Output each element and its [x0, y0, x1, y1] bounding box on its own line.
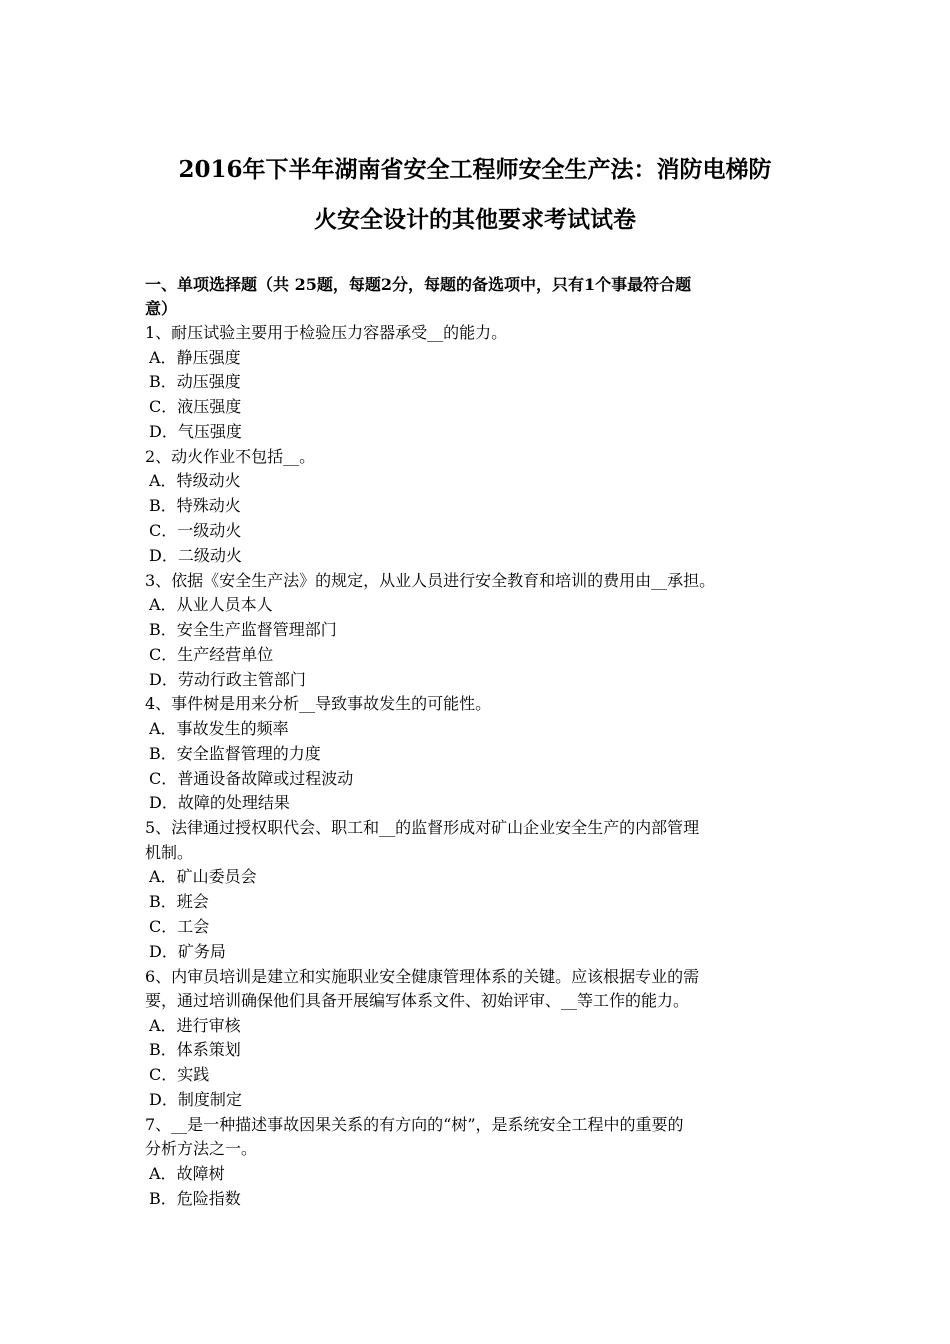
- answer-option: [145, 1038, 825, 1063]
- question-text: 6、内审员培训是建立和实施职业安全健康管理体系的关键。应该根据专业的需: [145, 966, 700, 986]
- option-text: 故障树: [176, 1164, 225, 1184]
- answer-option: [145, 420, 825, 445]
- option-letter: B．: [149, 743, 177, 763]
- option-text: 特殊动火: [176, 496, 241, 516]
- answer-option: [145, 395, 825, 420]
- answer-option: [145, 519, 825, 544]
- question-1: [145, 321, 825, 445]
- answer-option: [145, 1014, 825, 1039]
- answer-option: [145, 370, 825, 395]
- option-letter: D．: [149, 545, 178, 565]
- option-text: 安全生产监督管理部门: [176, 619, 337, 639]
- option-letter: D．: [149, 1090, 178, 1110]
- answer-option: [145, 593, 825, 618]
- option-text: 工会: [177, 916, 210, 936]
- option-letter: B．: [149, 1040, 177, 1060]
- option-letter: C．: [149, 768, 178, 788]
- option-letter: B．: [149, 496, 177, 516]
- answer-option: [145, 717, 825, 742]
- document-title-line-2: 火安全设计的其他要求考试试卷: [314, 206, 636, 233]
- question-text: 7、__是一种描述事故因果关系的有方向的“树”，是系统安全工程中的重要的: [145, 1114, 684, 1134]
- option-letter: B．: [149, 1188, 177, 1208]
- question-5: [145, 816, 825, 964]
- option-letter: A．: [149, 471, 177, 491]
- answer-option: [145, 940, 825, 965]
- option-text: 从业人员本人: [176, 595, 273, 615]
- section-heading-line-1: 一、单项选择题（共 25题，每题2分，每题的备选项中，只有1个事最符合题: [145, 275, 692, 294]
- answer-option: [145, 668, 825, 693]
- answer-option: [145, 469, 825, 494]
- option-text: 液压强度: [177, 397, 242, 417]
- answer-option: [145, 767, 825, 792]
- option-letter: B．: [149, 892, 177, 912]
- answer-option: [145, 494, 825, 519]
- option-letter: A．: [149, 718, 177, 738]
- option-text: 故障的处理结果: [177, 793, 290, 813]
- option-letter: A．: [149, 867, 177, 887]
- answer-option: [145, 915, 825, 940]
- option-text: 危险指数: [176, 1188, 241, 1208]
- option-letter: C．: [149, 1065, 178, 1085]
- option-letter: D．: [149, 669, 178, 689]
- option-letter: A．: [149, 595, 177, 615]
- question-6: [145, 965, 825, 1113]
- answer-option: [145, 742, 825, 767]
- option-letter: A．: [149, 1015, 177, 1035]
- option-text: 生产经营单位: [177, 644, 274, 664]
- question-text: 机制。: [145, 842, 194, 862]
- exam-content: [145, 273, 825, 1212]
- option-text: 静压强度: [176, 347, 241, 367]
- option-letter: C．: [149, 916, 178, 936]
- document-title-line-1: 2016年下半年湖南省安全工程师安全生产法：消防电梯防: [178, 156, 772, 183]
- option-letter: C．: [149, 644, 178, 664]
- option-text: 体系策划: [176, 1040, 241, 1060]
- question-7: [145, 1113, 825, 1212]
- question-list: [145, 321, 825, 1212]
- option-letter: D．: [149, 421, 178, 441]
- option-text: 事故发生的频率: [176, 718, 289, 738]
- answer-option: [145, 865, 825, 890]
- option-text: 动压强度: [176, 372, 241, 392]
- answer-option: [145, 618, 825, 643]
- question-text: 分析方法之一。: [145, 1139, 258, 1159]
- answer-option: [145, 643, 825, 668]
- option-text: 气压强度: [177, 421, 242, 441]
- option-text: 安全监督管理的力度: [176, 743, 321, 763]
- option-text: 矿山委员会: [176, 867, 257, 887]
- option-letter: D．: [149, 793, 178, 813]
- option-letter: C．: [149, 520, 178, 540]
- option-text: 矿务局: [177, 941, 226, 961]
- question-text: 2、动火作业不包括__。: [145, 446, 316, 466]
- option-text: 劳动行政主管部门: [177, 669, 306, 689]
- question-text: 1、耐压试验主要用于检验压力容器承受__的能力。: [145, 323, 508, 342]
- option-letter: A．: [149, 347, 177, 367]
- option-letter: B．: [149, 372, 177, 392]
- option-text: 普通设备故障或过程波动: [177, 768, 354, 788]
- question-text: 要，通过培训确保他们具备开展编写体系文件、初始评审、__等工作的能力。: [145, 991, 690, 1011]
- answer-option: [145, 1063, 825, 1088]
- option-letter: B．: [149, 619, 177, 639]
- option-text: 一级动火: [177, 520, 242, 540]
- answer-option: [145, 346, 825, 371]
- option-text: 班会: [176, 892, 209, 912]
- option-letter: C．: [149, 397, 178, 417]
- option-text: 制度制定: [177, 1090, 242, 1110]
- answer-option: [145, 1088, 825, 1113]
- question-4: [145, 692, 825, 816]
- section-heading-line-2: 意）: [145, 299, 178, 318]
- option-text: 实践: [177, 1065, 210, 1085]
- option-text: 进行审核: [176, 1015, 241, 1035]
- answer-option: [145, 890, 825, 915]
- question-text: 4、事件树是用来分析__导致事故发生的可能性。: [145, 694, 492, 714]
- option-letter: A．: [149, 1164, 177, 1184]
- answer-option: [145, 1187, 825, 1212]
- question-2: [145, 445, 825, 569]
- question-3: [145, 569, 825, 693]
- answer-option: [145, 544, 825, 569]
- option-text: 特级动火: [176, 471, 241, 491]
- question-text: 5、法律通过授权职代会、职工和__的监督形成对矿山企业安全生产的内部管理: [145, 818, 700, 838]
- answer-option: [145, 1162, 825, 1187]
- question-text: 3、依据《安全生产法》的规定，从业人员进行安全教育和培训的费用由__承担。: [145, 570, 716, 590]
- option-letter: D．: [149, 941, 178, 961]
- option-text: 二级动火: [177, 545, 242, 565]
- answer-option: [145, 791, 825, 816]
